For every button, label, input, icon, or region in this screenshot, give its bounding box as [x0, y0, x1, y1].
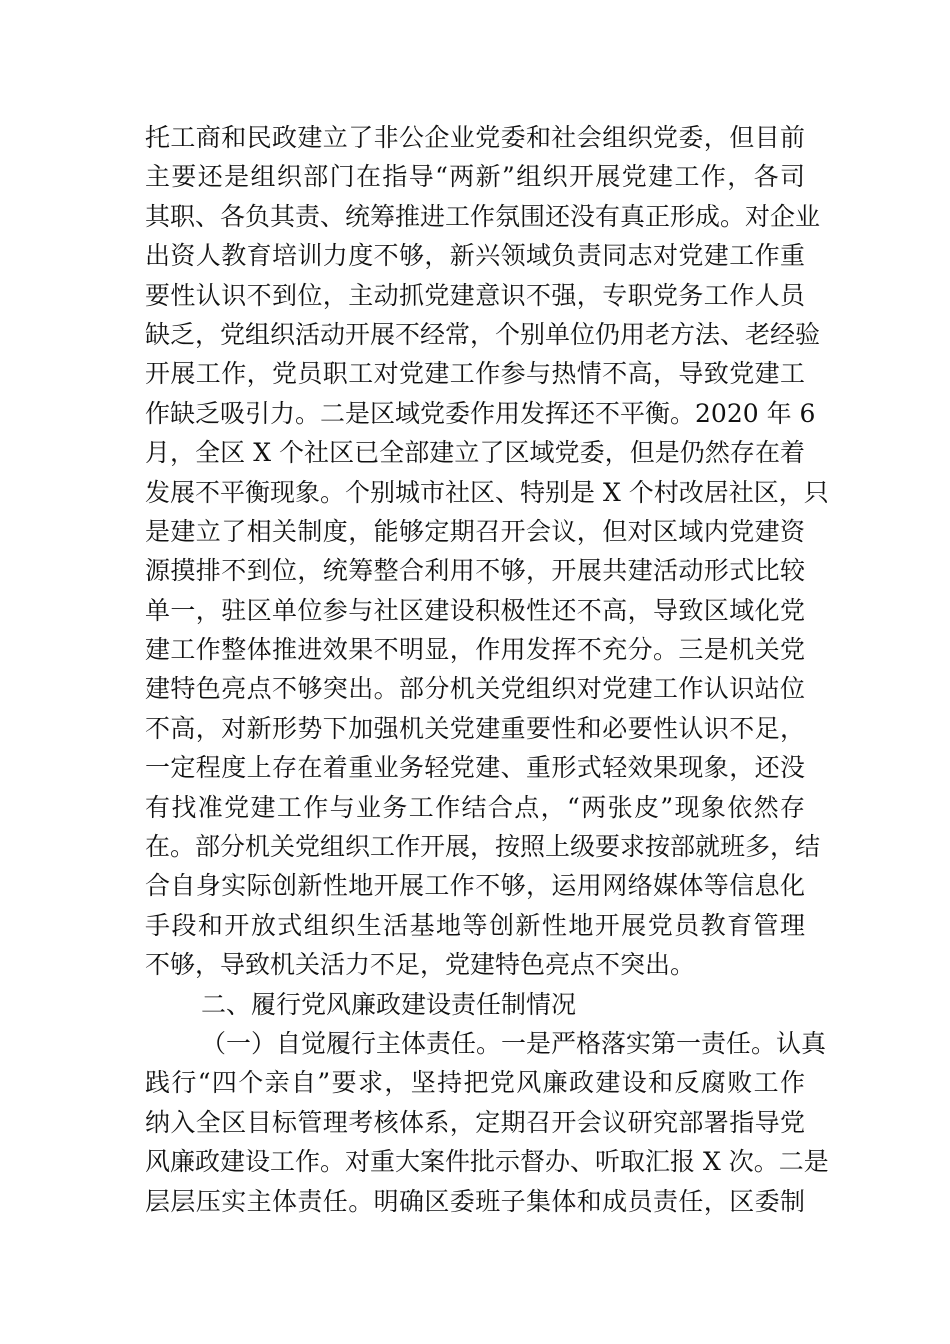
text-line: 建工作整体推进效果不明显，作用发挥不充分。三是机关党 [145, 635, 805, 665]
text-line: 建特色亮点不够突出。部分机关党组织对党建工作认识站位 [145, 674, 805, 704]
text-line: 主要还是组织部门在指导“两新”组织开展党建工作，各司 [145, 162, 805, 192]
text-line: 缺乏，党组织活动开展不经常，个别单位仍用老方法、老经验 [145, 319, 821, 349]
text-line: 一定程度上存在着重业务轻党建、重形式轻效果现象，还没 [145, 753, 805, 783]
text-line: 手段和开放式组织生活基地等创新性地开展党员教育管理 [145, 910, 805, 940]
text-line: 开展工作，党员职工对党建工作参与热情不高，导致党建工 [145, 359, 805, 389]
text-line: 践行“四个亲自”要求，坚持把党风廉政建设和反腐败工作 [145, 1068, 805, 1098]
text-line: 源摸排不到位，统筹整合利用不够，开展共建活动形式比较 [145, 556, 805, 586]
text-line: 发展不平衡现象。个别城市社区、特别是 X 个村改居社区，只 [145, 477, 829, 507]
body-text [145, 118, 829, 1221]
text-line: 不高，对新形势下加强机关党建重要性和必要性认识不足， [145, 713, 805, 743]
text-line: 风廉政建设工作。对重大案件批示督办、听取汇报 X 次。二是 [145, 1147, 829, 1177]
section-heading: 二、履行党风廉政建设责任制情况 [201, 989, 577, 1019]
text-line: 单一，驻区单位参与社区建设积极性还不高，导致区域化党 [145, 595, 805, 625]
text-line: 合自身实际创新性地开展工作不够，运用网络媒体等信息化 [145, 871, 805, 901]
text-line: 层层压实主体责任。明确区委班子集体和成员责任，区委制 [145, 1186, 805, 1216]
text-line: 托工商和民政建立了非公企业党委和社会组织党委，但目前 [145, 123, 805, 152]
text-line: 出资人教育培训力度不够，新兴领域负责同志对党建工作重 [145, 241, 805, 271]
text-line: 纳入全区目标管理考核体系，定期召开会议研究部署指导党 [145, 1107, 805, 1137]
text-line: 其职、各负其责、统筹推进工作氛围还没有真正形成。对企业 [145, 201, 821, 231]
text-line: 要性认识不到位，主动抓党建意识不强，专职党务工作人员 [145, 280, 805, 310]
text-line: 不够，导致机关活力不足，党建特色亮点不突出。 [145, 950, 696, 980]
text-line: （一）自觉履行主体责任。一是严格落实第一责任。认真 [201, 1028, 827, 1058]
text-line: 作缺乏吸引力。二是区域党委作用发挥还不平衡。2020 年 6 [145, 398, 816, 428]
text-line: 在。部分机关党组织工作开展，按照上级要求按部就班多，结 [145, 832, 821, 862]
text-line: 月，全区 X 个社区已全部建立了区域党委，但是仍然存在着 [145, 438, 805, 468]
text-line: 有找准党建工作与业务工作结合点，“两张皮”现象依然存 [145, 792, 805, 822]
text-line: 是建立了相关制度，能够定期召开会议，但对区域内党建资 [145, 516, 805, 546]
